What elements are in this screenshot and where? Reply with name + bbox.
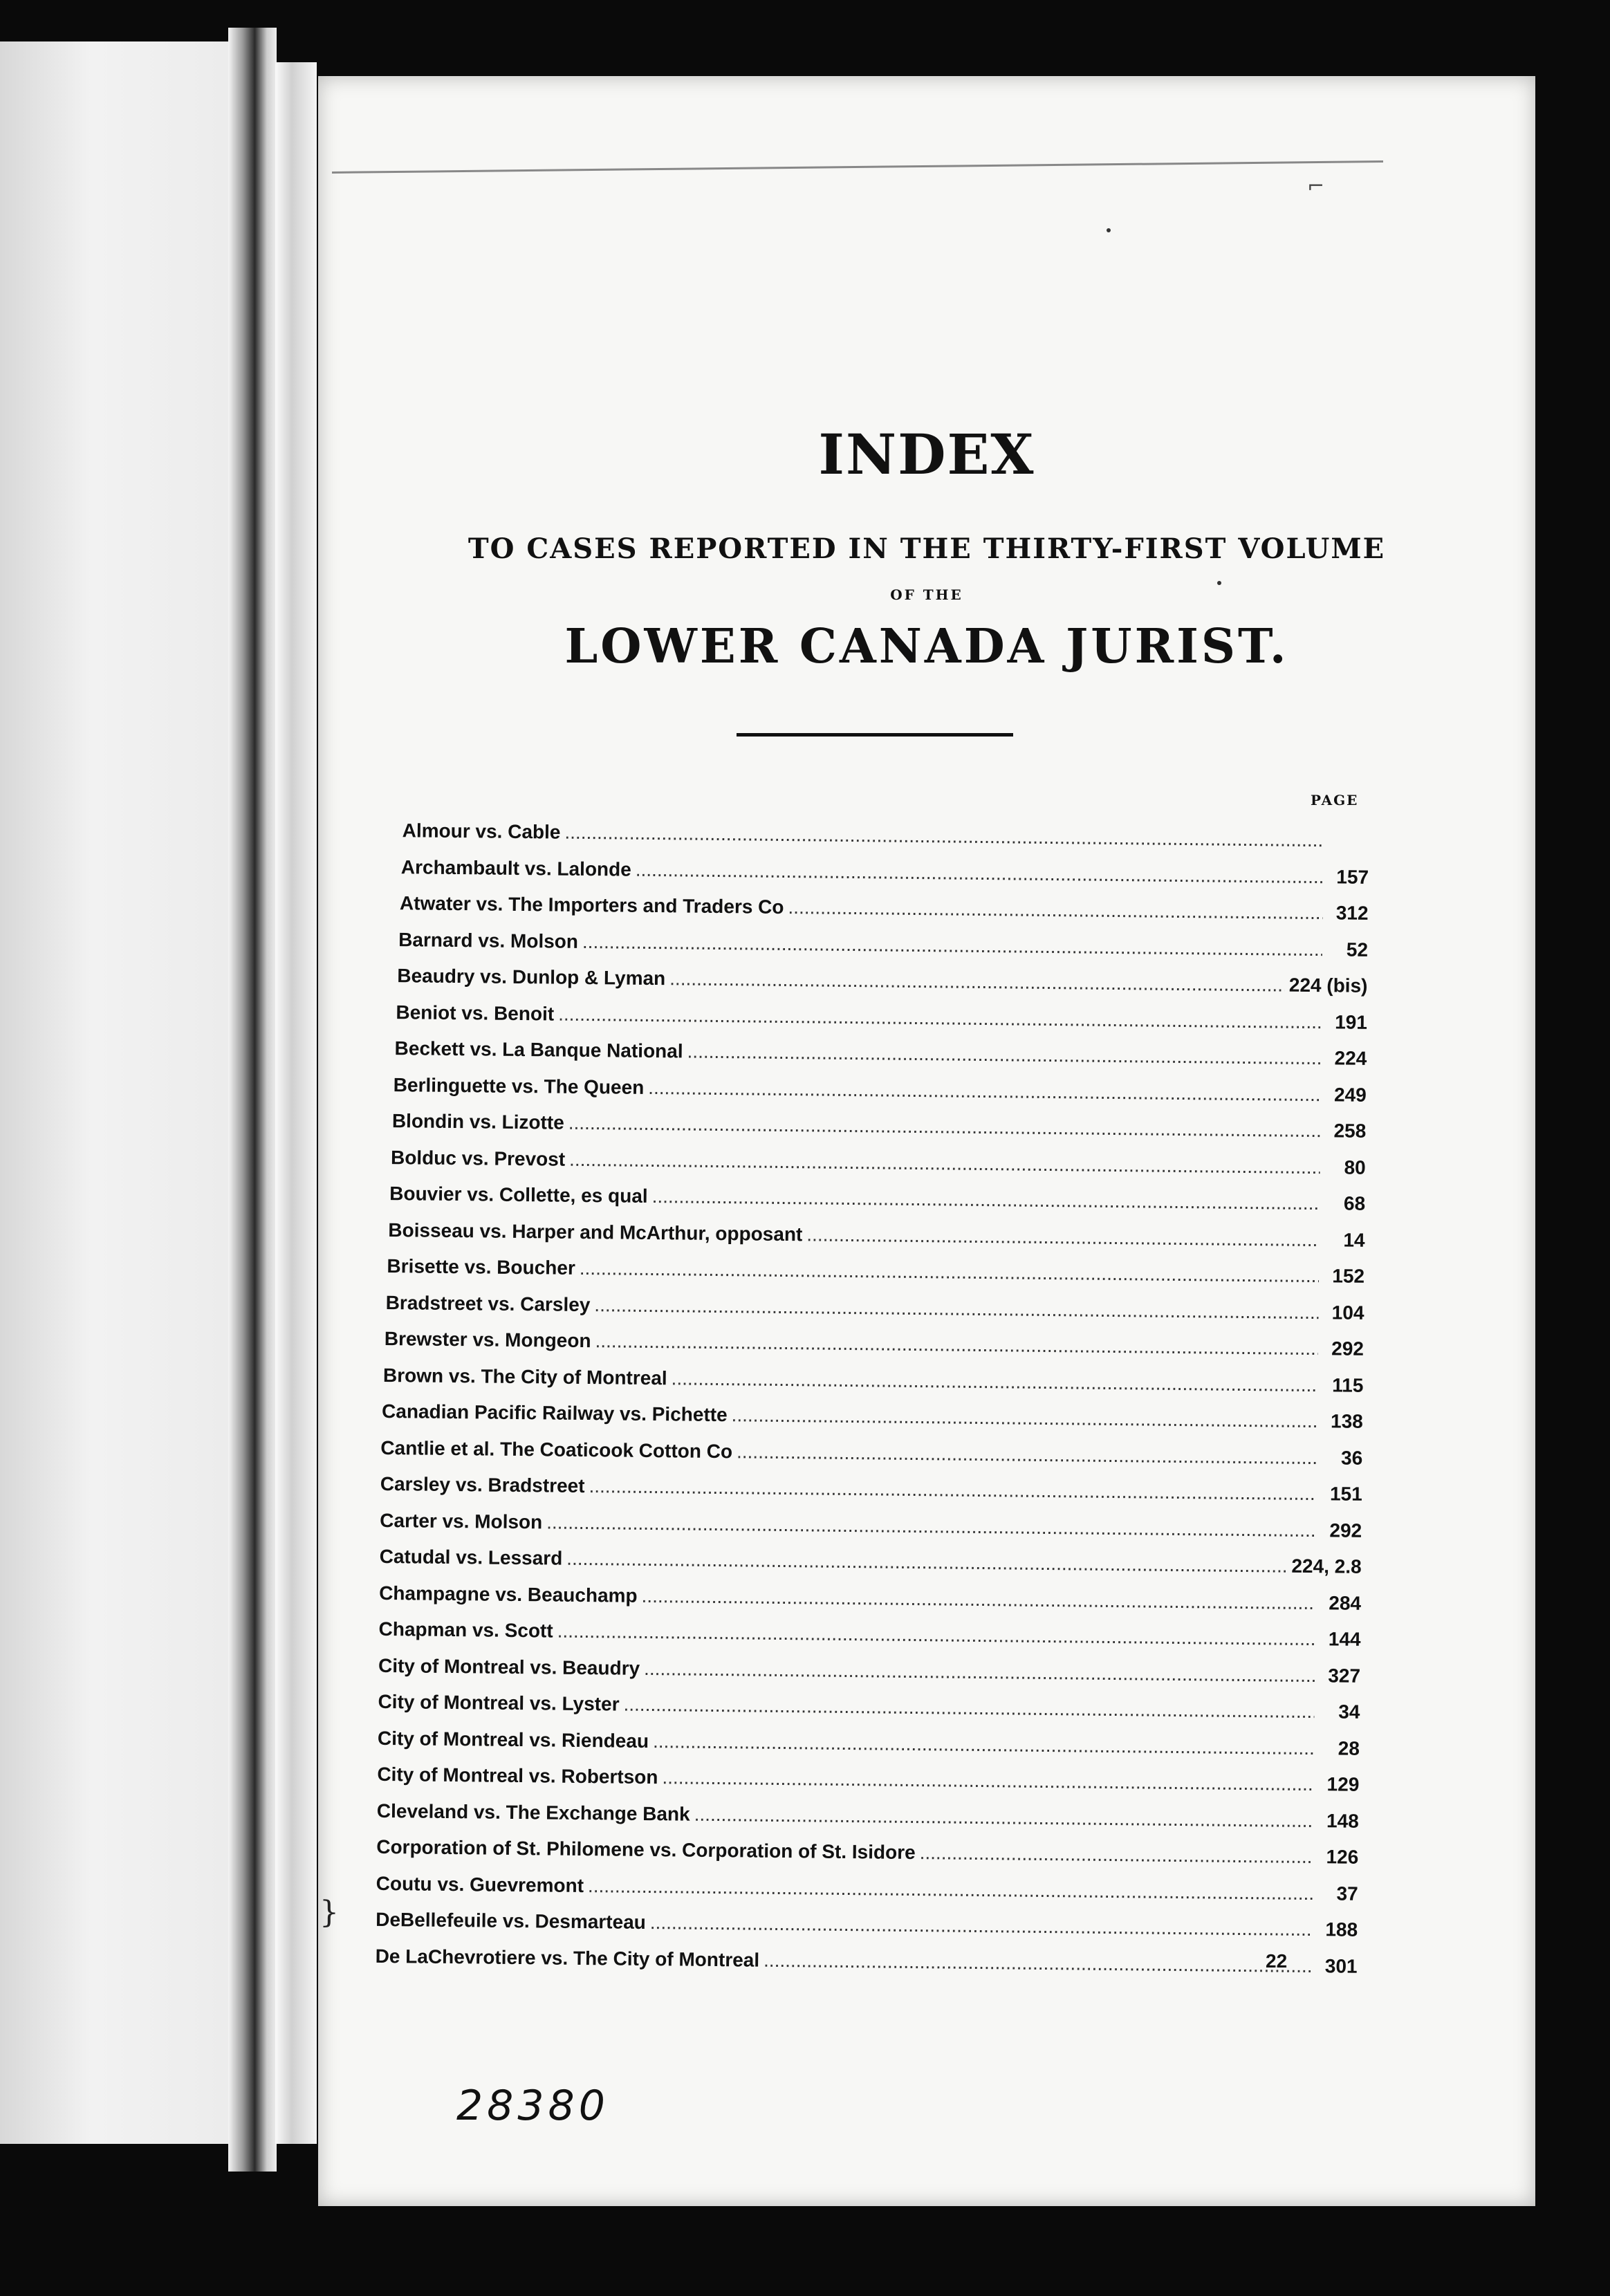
of-the-label: OF THE xyxy=(890,586,963,603)
entry-name: Carter vs. Molson xyxy=(380,1509,543,1533)
entry-page xyxy=(1328,846,1369,847)
entry-page: 37 xyxy=(1336,1882,1358,1905)
entry-page: 191 xyxy=(1335,1010,1368,1033)
entry-name: Boisseau vs. Harper and McArthur, opposant xyxy=(388,1219,803,1245)
entry-name: Blondin vs. Lizotte xyxy=(391,1110,564,1133)
entry-page: 104 xyxy=(1331,1301,1364,1324)
entry-name: Almour vs. Cable xyxy=(402,820,561,843)
entry-name: Beaudry vs. Dunlop & Lyman xyxy=(397,965,666,990)
speck xyxy=(1217,581,1221,585)
trailing-page-number: 22 xyxy=(1266,1950,1288,1972)
entry-page: 144 xyxy=(1328,1628,1361,1650)
entry-page: 52 xyxy=(1346,938,1369,961)
entry-name: Brisette vs. Boucher xyxy=(387,1255,576,1279)
entry-page: 126 xyxy=(1326,1846,1359,1868)
entry-name: Cantlie et al. The Coaticook Cotton Co xyxy=(380,1436,733,1462)
entry-name: Beckett vs. La Banque National xyxy=(394,1037,683,1062)
dot-leader xyxy=(764,1942,1312,1984)
entry-name: Carsley vs. Bradstreet xyxy=(380,1472,585,1497)
entry-page: 224 (bis) xyxy=(1288,974,1368,997)
dot-leader xyxy=(687,1034,1321,1077)
entry-name: City of Montreal vs. Robertson xyxy=(377,1763,658,1788)
entry-page: 34 xyxy=(1338,1701,1360,1723)
margin-bracket-mark: } xyxy=(320,1895,339,1930)
entry-name: City of Montreal vs. Riendeau xyxy=(377,1727,649,1752)
dot-leader xyxy=(788,889,1323,932)
handwritten-shelfmark: 28380 xyxy=(456,2082,609,2130)
entry-page: 284 xyxy=(1329,1591,1362,1614)
entry-name: Bouvier vs. Collette, es qual xyxy=(389,1183,648,1207)
entry-page: 188 xyxy=(1325,1918,1358,1941)
entry-page: 301 xyxy=(1324,1954,1358,1977)
entry-page: 258 xyxy=(1333,1120,1367,1142)
entry-name: DeBellefeuile vs. Desmarteau xyxy=(376,1908,647,1934)
entry-name: City of Montreal vs. Lyster xyxy=(378,1690,620,1715)
corner-mark: ⌐ xyxy=(1307,174,1325,198)
entry-page: 292 xyxy=(1329,1519,1362,1542)
entry-page: 312 xyxy=(1335,902,1369,924)
entry-page: 80 xyxy=(1344,1156,1366,1178)
entry-name: Coutu vs. Guevremont xyxy=(376,1872,584,1896)
dot-leader xyxy=(737,1434,1317,1476)
dot-leader xyxy=(919,1835,1313,1875)
entry-page: 148 xyxy=(1326,1809,1359,1832)
speck xyxy=(1107,228,1111,232)
entry-name: Berlinguette vs. The Queen xyxy=(393,1073,645,1098)
entry-page: 327 xyxy=(1328,1664,1361,1687)
entry-name: De LaChevrotiere vs. The City of Montreal xyxy=(375,1945,760,1971)
book-spine xyxy=(228,28,277,2172)
entry-page: 249 xyxy=(1333,1083,1367,1106)
journal-title: LOWER CANADA JURIST. xyxy=(564,619,1289,674)
entry-page: 14 xyxy=(1343,1229,1365,1251)
entry-page: 68 xyxy=(1343,1192,1366,1214)
entry-page: 152 xyxy=(1332,1265,1365,1287)
entry-page: 292 xyxy=(1331,1337,1364,1360)
entry-name: Bradstreet vs. Carsley xyxy=(385,1291,591,1315)
entry-page: 224 xyxy=(1334,1047,1367,1069)
entry-name: Beniot vs. Benoit xyxy=(396,1001,555,1025)
entry-page: 157 xyxy=(1336,865,1369,888)
entry-page: 28 xyxy=(1338,1737,1360,1759)
dot-leader xyxy=(694,1796,1313,1839)
entry-page: 36 xyxy=(1340,1446,1363,1469)
title-rule xyxy=(737,733,1013,737)
page-title: INDEX xyxy=(818,422,1035,487)
index-entries xyxy=(375,813,1369,1985)
entry-name: City of Montreal vs. Beaudry xyxy=(378,1654,640,1679)
entry-name: Champagne vs. Beauchamp xyxy=(379,1582,638,1607)
entry-name: Atwater vs. The Importers and Traders Co xyxy=(399,892,784,918)
entry-name: Brown vs. The City of Montreal xyxy=(382,1364,667,1389)
entry-page: 224, 2.8 xyxy=(1291,1555,1362,1577)
entry-name: Brewster vs. Mongeon xyxy=(384,1327,591,1352)
entry-name: Bolduc vs. Prevost xyxy=(390,1146,566,1170)
entry-page: 151 xyxy=(1329,1483,1362,1505)
entry-name: Catudal vs. Lessard xyxy=(379,1545,563,1569)
binding-edge xyxy=(275,62,317,2144)
page-subtitle: TO CASES REPORTED IN THE THIRTY-FIRST VOLUME xyxy=(468,533,1386,565)
page-column-heading: PAGE xyxy=(1311,792,1359,808)
entry-name: Barnard vs. Molson xyxy=(398,928,579,952)
entry-page: 129 xyxy=(1326,1773,1360,1795)
dot-leader xyxy=(669,961,1285,1003)
dot-leader xyxy=(806,1216,1320,1258)
dot-leader xyxy=(671,1360,1317,1403)
entry-name: Archambault vs. Lalonde xyxy=(400,855,631,880)
entry-name: Canadian Pacific Railway vs. Pichette xyxy=(381,1400,728,1426)
left-facing-page xyxy=(0,41,228,2144)
entry-name: Corporation of St. Philomene vs. Corporation of St. Isidore xyxy=(376,1835,916,1864)
dot-leader xyxy=(731,1397,1317,1439)
entry-page: 115 xyxy=(1332,1373,1364,1396)
entry-name: Chapman vs. Scott xyxy=(378,1618,553,1642)
entry-name: Cleveland vs. The Exchange Bank xyxy=(376,1799,690,1825)
entry-page: 138 xyxy=(1330,1410,1364,1432)
